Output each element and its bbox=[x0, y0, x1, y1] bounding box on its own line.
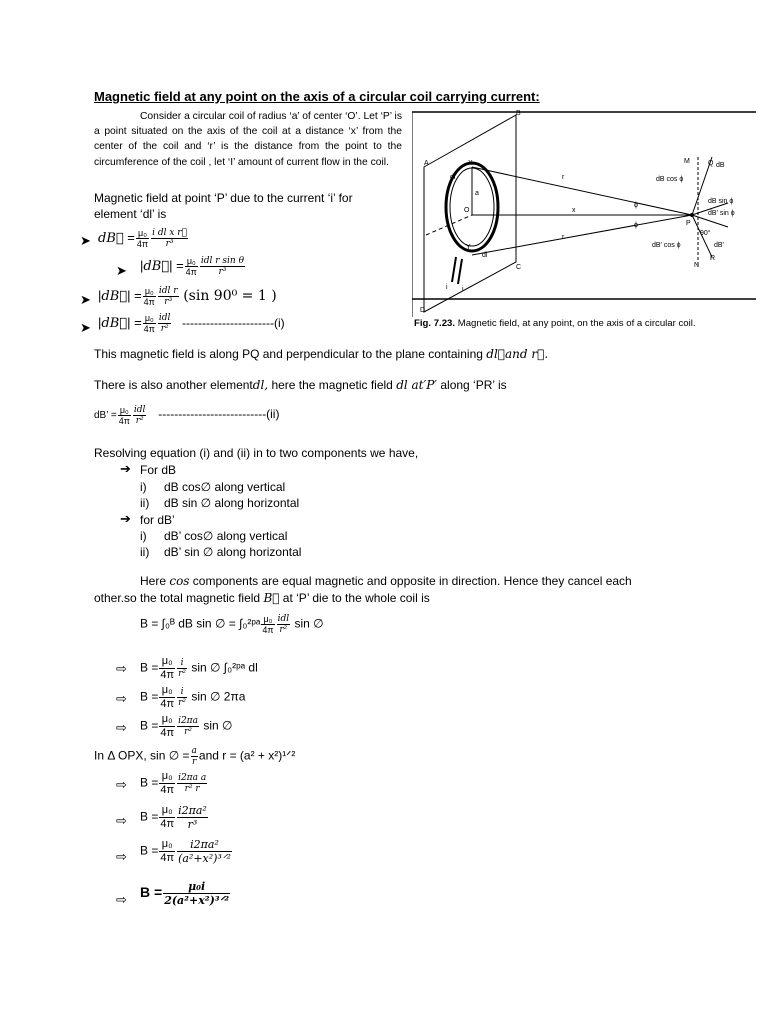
equation-ii: dB’ = $\frac{\text{μ₀}}{4\pi}$ $\frac{\text{idl}}{\text{r²}}$ ---------------------------(ii) bbox=[94, 405, 280, 426]
fig-label: dl bbox=[450, 174, 456, 181]
along-pq-text: This magnetic field is along PQ and perpendicular to the plane containing dl⃗and r⃗. bbox=[94, 347, 549, 361]
hollow-arrow-icon: ⇨ bbox=[116, 849, 127, 864]
fig-label: N bbox=[694, 262, 700, 269]
fig-label: i bbox=[462, 286, 464, 293]
fig-label: a bbox=[475, 190, 479, 197]
b-step-2: B = $\frac{\text{μ₀}}{4\pi}$ $\frac{i}{\text{r²}}$ sin ∅ 2πa bbox=[140, 684, 246, 710]
list-item: dB’ sin ∅ along horizontal bbox=[164, 545, 302, 559]
equation-sin90: |dB⃗| = $\frac{\text{μ₀}}{4\pi}$ $\frac{\text{idl r}}{\text{r³}}$ (sin 90⁰ = 1 ) bbox=[98, 286, 277, 307]
coil-figure bbox=[412, 107, 756, 317]
right-arrow-icon: ➔ bbox=[120, 511, 131, 526]
equation-abs-db-sin: |dB⃗| = $\frac{\text{μ₀}}{4\pi}$ $\frac{\text{idl r sin θ}}{\text{r³}}$ bbox=[140, 256, 245, 277]
hollow-arrow-icon: ⇨ bbox=[116, 777, 127, 792]
mf-line-1: Magnetic field at point ‘P’ due to the current ‘i’ for bbox=[94, 191, 353, 205]
fig-label: ϕ bbox=[634, 222, 638, 229]
for-db-label: For dB bbox=[140, 463, 177, 477]
fig-label: 90° bbox=[700, 230, 711, 237]
list-item: dB cos∅ along vertical bbox=[164, 480, 286, 494]
b-final: B = $\frac{\text{μ₀i}}{\text{2(a²+x²)³ᐟ²}}$ bbox=[140, 880, 230, 907]
fig-label: P bbox=[686, 220, 691, 227]
fig-label: ϕ bbox=[634, 202, 638, 209]
b-step-4: B = $\frac{\text{μ₀}}{4\pi}$ $\frac{\text{i2πa a}}{\text{r² r}}$ bbox=[140, 770, 207, 796]
fig-label: Y bbox=[466, 244, 471, 251]
fig-label: A bbox=[424, 160, 429, 167]
fig-label: dB cos ϕ bbox=[656, 176, 684, 183]
fig-label: O bbox=[464, 207, 470, 214]
hollow-arrow-icon: ⇨ bbox=[116, 720, 127, 735]
list-item: dB’ cos∅ along vertical bbox=[164, 529, 288, 543]
hollow-arrow-icon: ⇨ bbox=[116, 691, 127, 706]
intro-paragraph bbox=[94, 109, 402, 170]
resolving-text: Resolving equation (i) and (ii) in to two components we have, bbox=[94, 446, 419, 460]
fig-label: dB sin ϕ bbox=[708, 198, 734, 205]
here-cos-line1: Here cos components are equal magnetic and opposite in direction. Hence they cancel each bbox=[140, 574, 632, 588]
equation-i: |dB⃗| = $\frac{\text{μ₀}}{4\pi}$ $\frac{\text{idl}}{\text{r²}}$ -----------------------(i) bbox=[98, 313, 285, 334]
b-step-5: B = $\frac{\text{μ₀}}{4\pi}$ $\frac{\text{i2πa²}}{\text{r³}}$ bbox=[140, 804, 207, 831]
fig-label: D bbox=[420, 307, 426, 314]
hollow-arrow-icon: ⇨ bbox=[116, 661, 127, 676]
hollow-arrow-icon: ⇨ bbox=[116, 813, 127, 828]
list-item-num: i) bbox=[140, 529, 147, 543]
b-step-6: B = $\frac{\text{μ₀}}{4\pi}$ $\frac{\text{i2πa²}}{\text{(a²+x²)³ᐟ²}}$ bbox=[140, 838, 231, 865]
fig-label: dB′ sin ϕ bbox=[708, 210, 735, 217]
bullet-arrow-icon: ➤ bbox=[80, 292, 91, 307]
bullet-arrow-icon: ➤ bbox=[80, 233, 91, 248]
b-step-3: B = $\frac{\text{μ₀}}{4\pi}$ $\frac{i2\pi a}{\text{r²}}$ sin ∅ bbox=[140, 713, 233, 739]
intro-text: Consider a circular coil of radius ‘a’ of center ‘O’. Let ‘P’ is a point situated on the axis of the coil at a distance ‘x’ from the center of the coil and ‘r’ is the distance from the point to the circumference of the coil , let ‘I’ amount of current flow in the coil. bbox=[94, 111, 402, 168]
figure-caption: Fig. 7.23. Magnetic field, at any point, on the axis of a circular coil. bbox=[414, 318, 696, 329]
fig-label: r bbox=[562, 174, 565, 181]
fig-label: X bbox=[468, 160, 473, 167]
list-item-num: ii) bbox=[140, 496, 150, 510]
mf-line-2: element ‘dl’ is bbox=[94, 207, 167, 221]
fig-label: C bbox=[516, 264, 522, 271]
fig-label: i bbox=[446, 284, 448, 291]
fig-label: M bbox=[684, 158, 690, 165]
for-dbp-label: for dB’ bbox=[140, 513, 175, 527]
list-item-num: i) bbox=[140, 480, 147, 494]
list-item-num: ii) bbox=[140, 545, 150, 559]
equation-db: dB⃗ = $\frac{\text{μ₀}}{4\pi}$ $\frac{\text{i dl x r⃗}}{\text{r³}}$ bbox=[98, 228, 188, 249]
fig-label: R bbox=[710, 255, 716, 262]
fig-label: r bbox=[562, 234, 565, 241]
fig-label: dB′ bbox=[714, 242, 724, 249]
here-cos-line2: other.so the total magnetic field B⃗ at ‘P’ die to the whole coil is bbox=[94, 591, 430, 605]
bullet-arrow-icon: ➤ bbox=[116, 263, 127, 278]
mf-statement bbox=[94, 190, 353, 222]
b-integral: B = ∫₀ᴮ dB sin ∅ = ∫₀²ᵖᵃ $\frac{\text{μ₀}}{4\pi}$ $\frac{\text{idl}}{\text{r²}}$ sin ∅ bbox=[140, 614, 324, 635]
another-element-text: There is also another elementdl, here the magnetic field dl at′P′ along ‘PR’ is bbox=[94, 378, 507, 392]
fig-label: dl bbox=[482, 252, 488, 259]
fig-label: x bbox=[572, 207, 576, 214]
bullet-arrow-icon: ➤ bbox=[80, 320, 91, 335]
b-step-1: B = $\frac{\text{μ₀}}{4\pi}$ $\frac{i}{\text{r²}}$ sin ∅ ∫₀²ᵖᵃ dl bbox=[140, 655, 258, 681]
fig-label: dB′ cos ϕ bbox=[652, 242, 681, 249]
list-item: dB sin ∅ along horizontal bbox=[164, 496, 300, 510]
right-arrow-icon: ➔ bbox=[120, 461, 131, 476]
hollow-arrow-icon: ⇨ bbox=[116, 892, 127, 907]
triangle-line: In Δ OPX, sin ∅ = $\frac{a}{r}$ and r = (a² + x²)¹ᐟ² bbox=[94, 746, 296, 767]
page-title: Magnetic field at any point on the axis of a circular coil carrying current: bbox=[94, 89, 540, 104]
fig-label: dB bbox=[716, 162, 725, 169]
fig-label: Q bbox=[708, 160, 714, 167]
fig-label: B bbox=[516, 110, 521, 117]
